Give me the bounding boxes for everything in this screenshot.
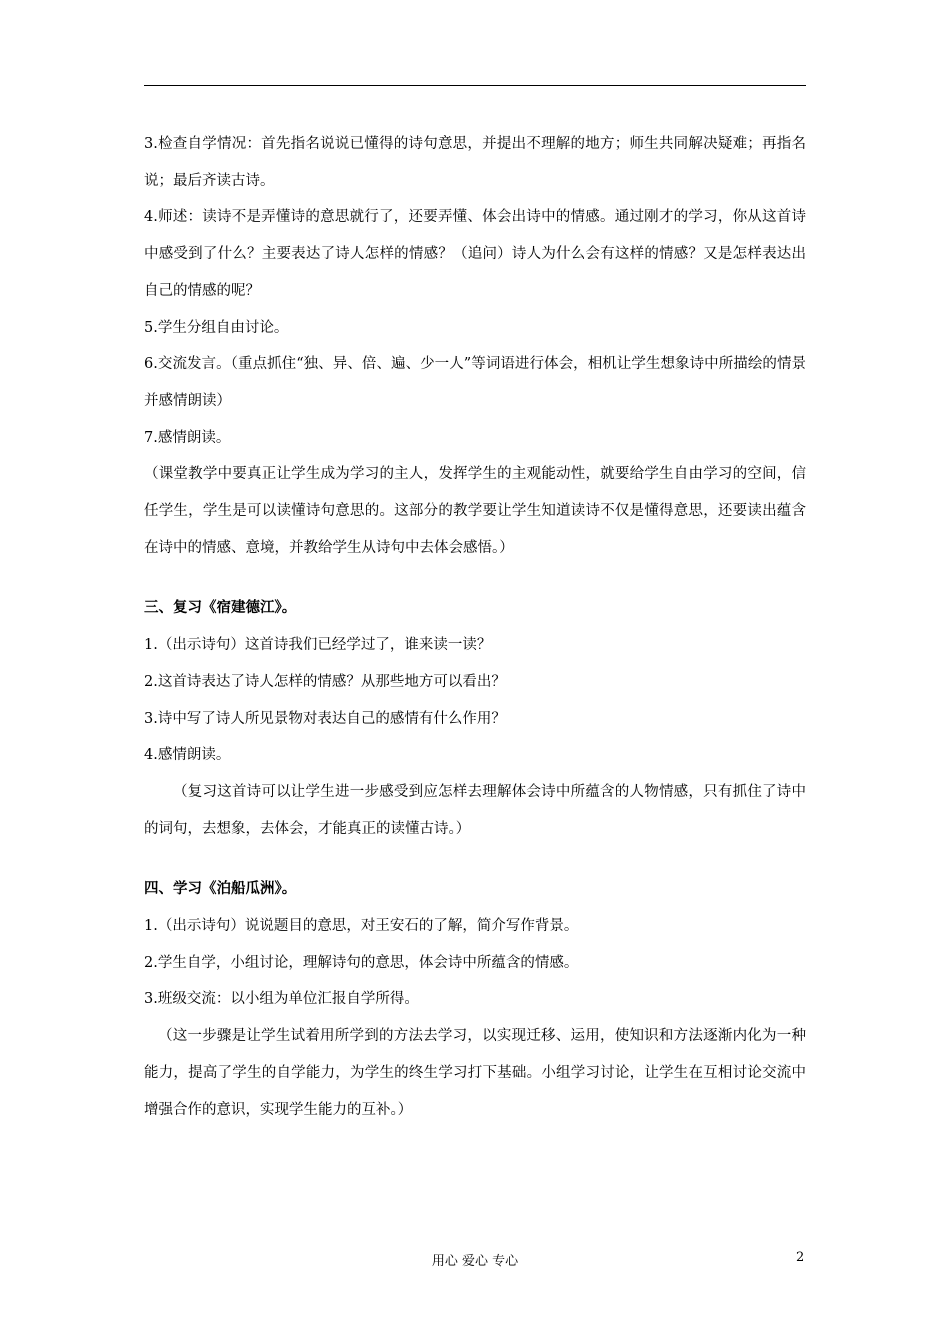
- list-item: 2.这首诗表达了诗人怎样的情感？从那些地方可以看出？: [144, 673, 506, 690]
- section-heading-review: 三、复习《宿建德江》。: [144, 599, 297, 617]
- teaching-note: （课堂教学中要真正让学生成为学习的主人，发挥学生的主观能动性，就要给学生自由学习的空间，信任学生，学生是可以读懂诗句意思的。这部分的教学要让学生知道读诗不仅是懂得意思，还要读出蕴含在诗中的情感、意境，并教给学生从诗句中去体会感悟。）: [144, 466, 806, 556]
- header-rule: [144, 85, 806, 86]
- list-item: 6.交流发言。（重点抓住“独、异、倍、遍、少一人”等词语进行体会，相机让学生想象诗中所描绘的情景并感情朗读）: [144, 356, 806, 409]
- list-item: 1.（出示诗句）这首诗我们已经学过了，谁来读一读？: [144, 637, 492, 654]
- list-item: 1.（出示诗句）说说题目的意思，对王安石的了解，简介写作背景。: [144, 918, 579, 935]
- document-body: [144, 126, 806, 1128]
- list-item: 4.感情朗读。: [144, 747, 231, 764]
- section-heading-study: 四、学习《泊船瓜洲》。: [144, 880, 297, 898]
- list-item: 7.感情朗读。: [144, 429, 231, 446]
- list-item: 4.师述：读诗不是弄懂诗的意思就行了，还要弄懂、体会出诗中的情感。通过刚才的学习，你从这首诗中感受到了什么？主要表达了诗人怎样的情感？（追问）诗人为什么会有这样的情感？又是怎样表达出自己的情感的呢？: [144, 209, 806, 299]
- footer-motto: 用心 爱心 专心: [431, 1254, 519, 1269]
- list-item: 3.检查自学情况：首先指名说说已懂得的诗句意思，并提出不理解的地方；师生共同解决疑难；再指名说；最后齐读古诗。: [144, 136, 806, 189]
- teaching-note: （这一步骤是让学生试着用所学到的方法去学习，以实现迁移、运用，使知识和方法逐渐内化为一种能力，提高了学生的自学能力，为学生的终生学习打下基础。小组学习讨论，让学生在互相讨论交流中增强合作的意识，实现学生能力的互补。）: [144, 1028, 806, 1118]
- teaching-note: （复习这首诗可以让学生进一步感受到应怎样去理解体会诗中所蕴含的人物情感，只有抓住了诗中的词句，去想象，去体会，才能真正的读懂古诗。）: [144, 783, 806, 837]
- list-item: 5.学生分组自由讨论。: [144, 319, 289, 336]
- page-number: 2: [796, 1250, 805, 1265]
- list-item: 2.学生自学，小组讨论，理解诗句的意思，体会诗中所蕴含的情感。: [144, 954, 579, 971]
- list-item: 3.班级交流：以小组为单位汇报自学所得。: [144, 991, 419, 1008]
- list-item: 3.诗中写了诗人所见景物对表达自己的感情有什么作用？: [144, 710, 506, 727]
